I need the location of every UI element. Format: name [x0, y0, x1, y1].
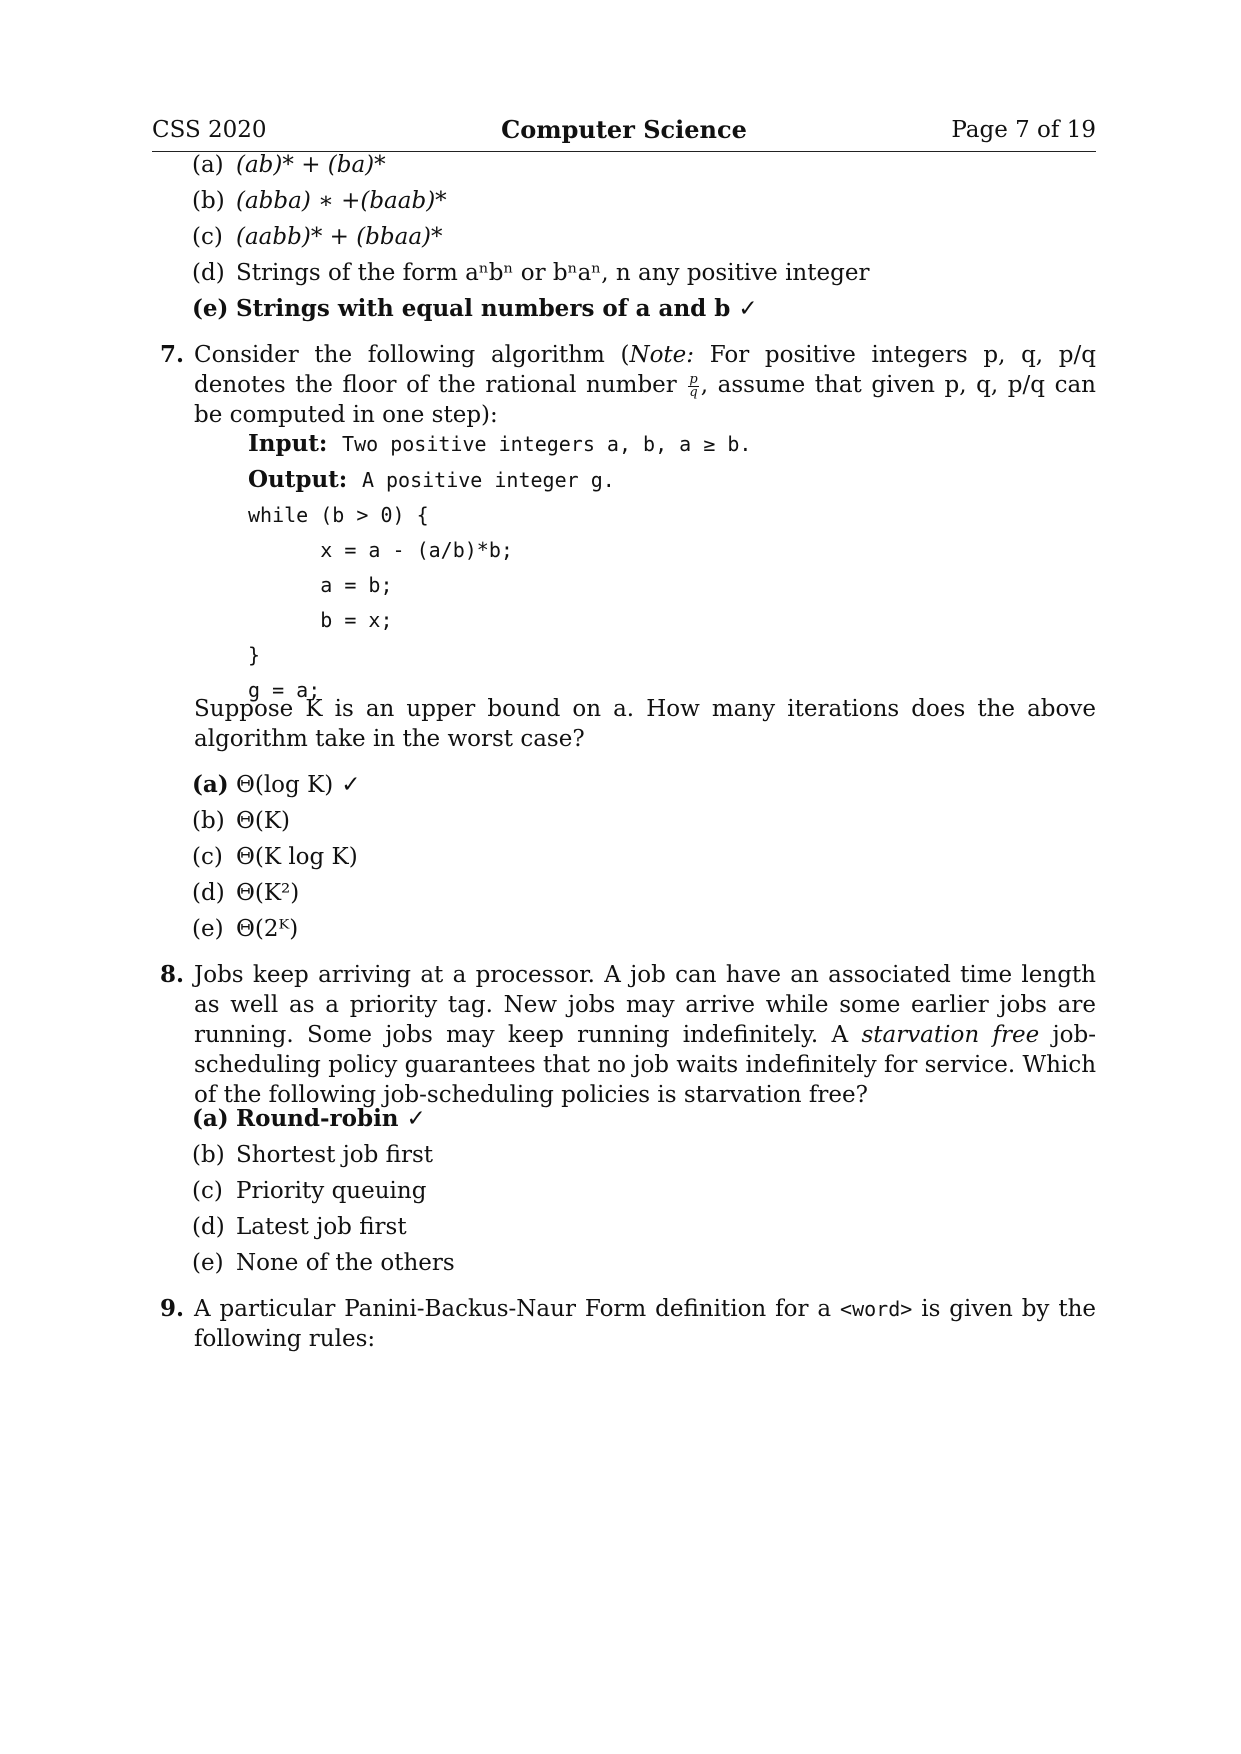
question-text: Jobs keep arriving at a processor. A job can have an associated time length as well as a priority tag. New jobs may arrive while some earlier jobs are running. Some jobs may keep running indefinitely. A starvation free job-scheduling policy guarantees that no job waits indefinitely for service. Which of the following job-scheduling policies is starvation free? — [194, 962, 1097, 1108]
q6-option-c: (c) (aabb)* + (bbaa)* — [192, 224, 443, 250]
subject-title: Computer Science — [501, 115, 747, 144]
code-line: while (b > 0) { — [248, 503, 429, 527]
checkmark-icon: ✓ — [738, 296, 758, 322]
question-7-prompt: Suppose K is an upper bound on a. How many iterations does the above algorithm take in the worst case? — [194, 696, 1096, 752]
checkmark-icon: ✓ — [406, 1106, 426, 1132]
output-line: Output: A positive integer g. — [248, 466, 615, 493]
page-header — [152, 115, 1096, 152]
q8-option-d: (d) Latest job first — [192, 1214, 407, 1240]
code-line: x = a - (a/b)*b; — [248, 538, 513, 562]
q7-option-a: (a) Θ(log K) ✓ — [192, 771, 361, 798]
q7-option-c: (c) Θ(K log K) — [192, 844, 358, 870]
q6-option-e: (e) Strings with equal numbers of a and b ✓ — [192, 295, 758, 322]
input-line: Input: Two positive integers a, b, a ≥ b. — [248, 430, 752, 457]
code-line: b = x; — [248, 608, 393, 632]
question-number: 7. — [160, 341, 185, 368]
code-line: g = a; — [248, 678, 321, 702]
page-number: Page 7 of 19 — [951, 117, 1096, 143]
q6-option-d: (d) Strings of the form aⁿbⁿ or bⁿaⁿ, n any positive integer — [192, 260, 870, 286]
question-number: 9. — [160, 1295, 185, 1322]
q7-option-e: (e) Θ(2ᴷ) — [192, 916, 299, 942]
q8-option-b: (b) Shortest job first — [192, 1142, 434, 1168]
fraction: $\frac{p}{q}$ — [689, 371, 698, 400]
q7-option-d: (d) Θ(K²) — [192, 880, 300, 906]
question-9 — [160, 1294, 1096, 1354]
q6-option-b: (b) (abba) ∗ +(baab)* — [192, 188, 447, 214]
q8-option-e: (e) None of the others — [192, 1250, 455, 1276]
q7-option-b: (b) Θ(K) — [192, 808, 290, 834]
code-line: a = b; — [248, 573, 393, 597]
q8-option-c: (c) Priority queuing — [192, 1178, 427, 1204]
question-text: Consider the following algorithm (Note: For positive integers p, q, p/q denotes the floor of the rational number $\frac{p}{q}$ , assume that given p, q, p/q can be computed in one step): — [194, 342, 1096, 428]
algorithm-block — [248, 426, 751, 708]
question-7 — [160, 340, 1096, 430]
q8-option-a: (a) Round-robin ✓ — [192, 1105, 426, 1132]
exam-code: CSS 2020 — [152, 117, 267, 143]
code-line: } — [248, 643, 261, 667]
question-number: 8. — [160, 961, 185, 988]
question-text: A particular Panini-Backus-Naur Form definition for a <word> is given by the following rules: — [194, 1296, 1096, 1352]
checkmark-icon: ✓ — [341, 772, 361, 798]
q6-option-a: (a) (ab)* + (ba)* — [192, 152, 386, 178]
question-8 — [160, 960, 1096, 1110]
